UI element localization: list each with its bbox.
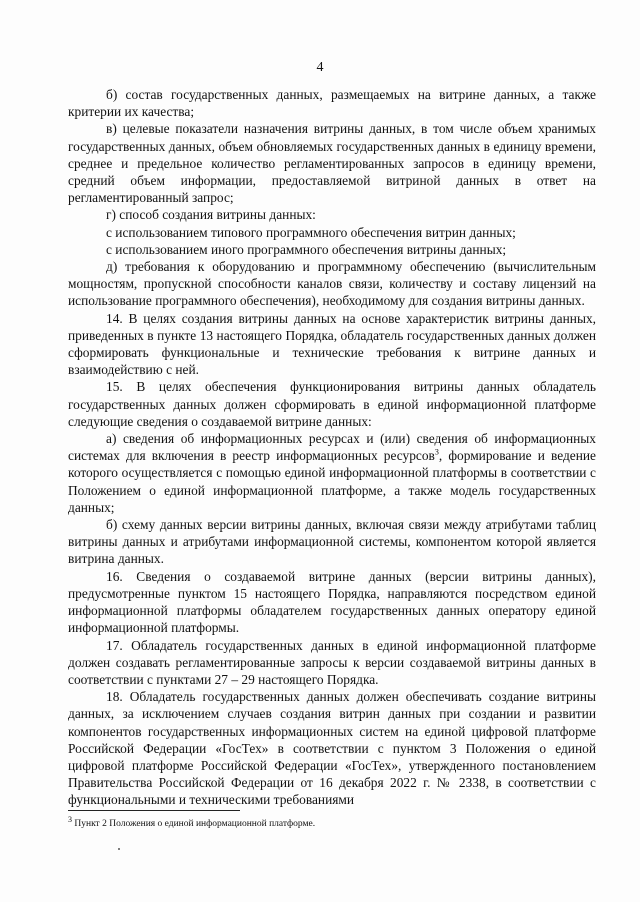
footnote xyxy=(68,814,596,830)
paragraph-clause-15: 15. В целях обеспечения функционирования витрины данных обладатель государственных данных должен сформировать в единой информационной платформе следующие сведения о создаваемой витрине данных: xyxy=(68,379,596,429)
scan-speck xyxy=(118,848,120,850)
footnote-divider xyxy=(68,810,240,811)
paragraph-clause-17: 17. Обладатель государственных данных в единой информационной платформе должен создавать регламентированные запросы к версии создаваемой витрины данных в соответствии с пунктами 27 – 29 настоящего Порядка. xyxy=(68,637,596,687)
paragraph-clause-16: 16. Сведения о создаваемой витрине данных (версии витрины данных), предусмотренные пунктом 15 настоящего Порядка, направляются посредством единой информационной платформы обладателем государственных данных оператору единой информационной платформы. xyxy=(68,568,596,636)
paragraph-clause-14: 14. В целях создания витрины данных на основе характеристик витрины данных, приведенных в пункте 13 настоящего Порядка, обладатель государственных данных должен сформировать функциональные и технические требования к витрине данных и взаимодействию с ней. xyxy=(68,310,596,378)
paragraph-clause-18: 18. Обладатель государственных данных должен обеспечивать создание витрины данных, за исключением случаев создания витрин данных при создании и развитии компонентов государственных информационных систем на единой цифровой платформе Российской Федерации «ГосТех» в соответствии с пунктом 3 Положения о единой цифровой платформе Российской Федерации «ГосТех», утвержденного постановлением Правительства Российской Федерации от 16 декабря 2022 г. № 2338, в соответствии с функциональными и техническими требованиями xyxy=(68,689,596,808)
item-a-text-start: а) сведения об информационных ресурсах и (или) сведения об информационных системах для включения в реестр информационных ресурсов xyxy=(68,431,596,464)
item-a-text-end: , формирование и ведение которого осуществляется с помощью единой информационной платформы в соответствии с Положением о единой информационной платформе, а также модель государственных данных; xyxy=(68,448,596,515)
paragraph-typical-software: с использованием типового программного обеспечения витрин данных; xyxy=(106,224,516,240)
page-number: 4 xyxy=(316,60,324,75)
paragraph-item-d: д) требования к оборудованию и программному обеспечению (вычислительным мощностям, пропускной способности каналов связи, количеству и составу лицензий на использование программного обеспечения), необходимому для создания витрины данных. xyxy=(68,259,596,309)
paragraph-other-software: с использованием иного программного обеспечения витрины данных; xyxy=(106,241,507,257)
footnote-reference: 3 xyxy=(434,447,439,457)
footnote-number: 3 xyxy=(68,814,72,824)
footnote-text: Пункт 2 Положения о единой информационной платформе. xyxy=(72,819,316,829)
paragraph-clause-15-item-a xyxy=(68,430,596,516)
document-body xyxy=(68,86,596,809)
paragraph-item-v: в) целевые показатели назначения витрины данных, в том числе объем хранимых государственных данных, объем обновляемых государственных данных в единицу времени, среднее и предельное количество регламентированных запросов в единицу времени, средний объем информации, предоставляемой витриной данных в ответ на регламентированный запрос; xyxy=(68,121,596,206)
paragraph-item-b: б) состав государственных данных, размещаемых на витрине данных, а также критерии их качества; xyxy=(68,87,596,120)
paragraph-clause-15-item-b: б) схему данных версии витрины данных, включая связи между атрибутами таблиц витрины данных и атрибутами информационной системы, компонентом которой является витрина данных. xyxy=(68,517,596,567)
paragraph-item-g: г) способ создания витрины данных: xyxy=(106,207,316,223)
